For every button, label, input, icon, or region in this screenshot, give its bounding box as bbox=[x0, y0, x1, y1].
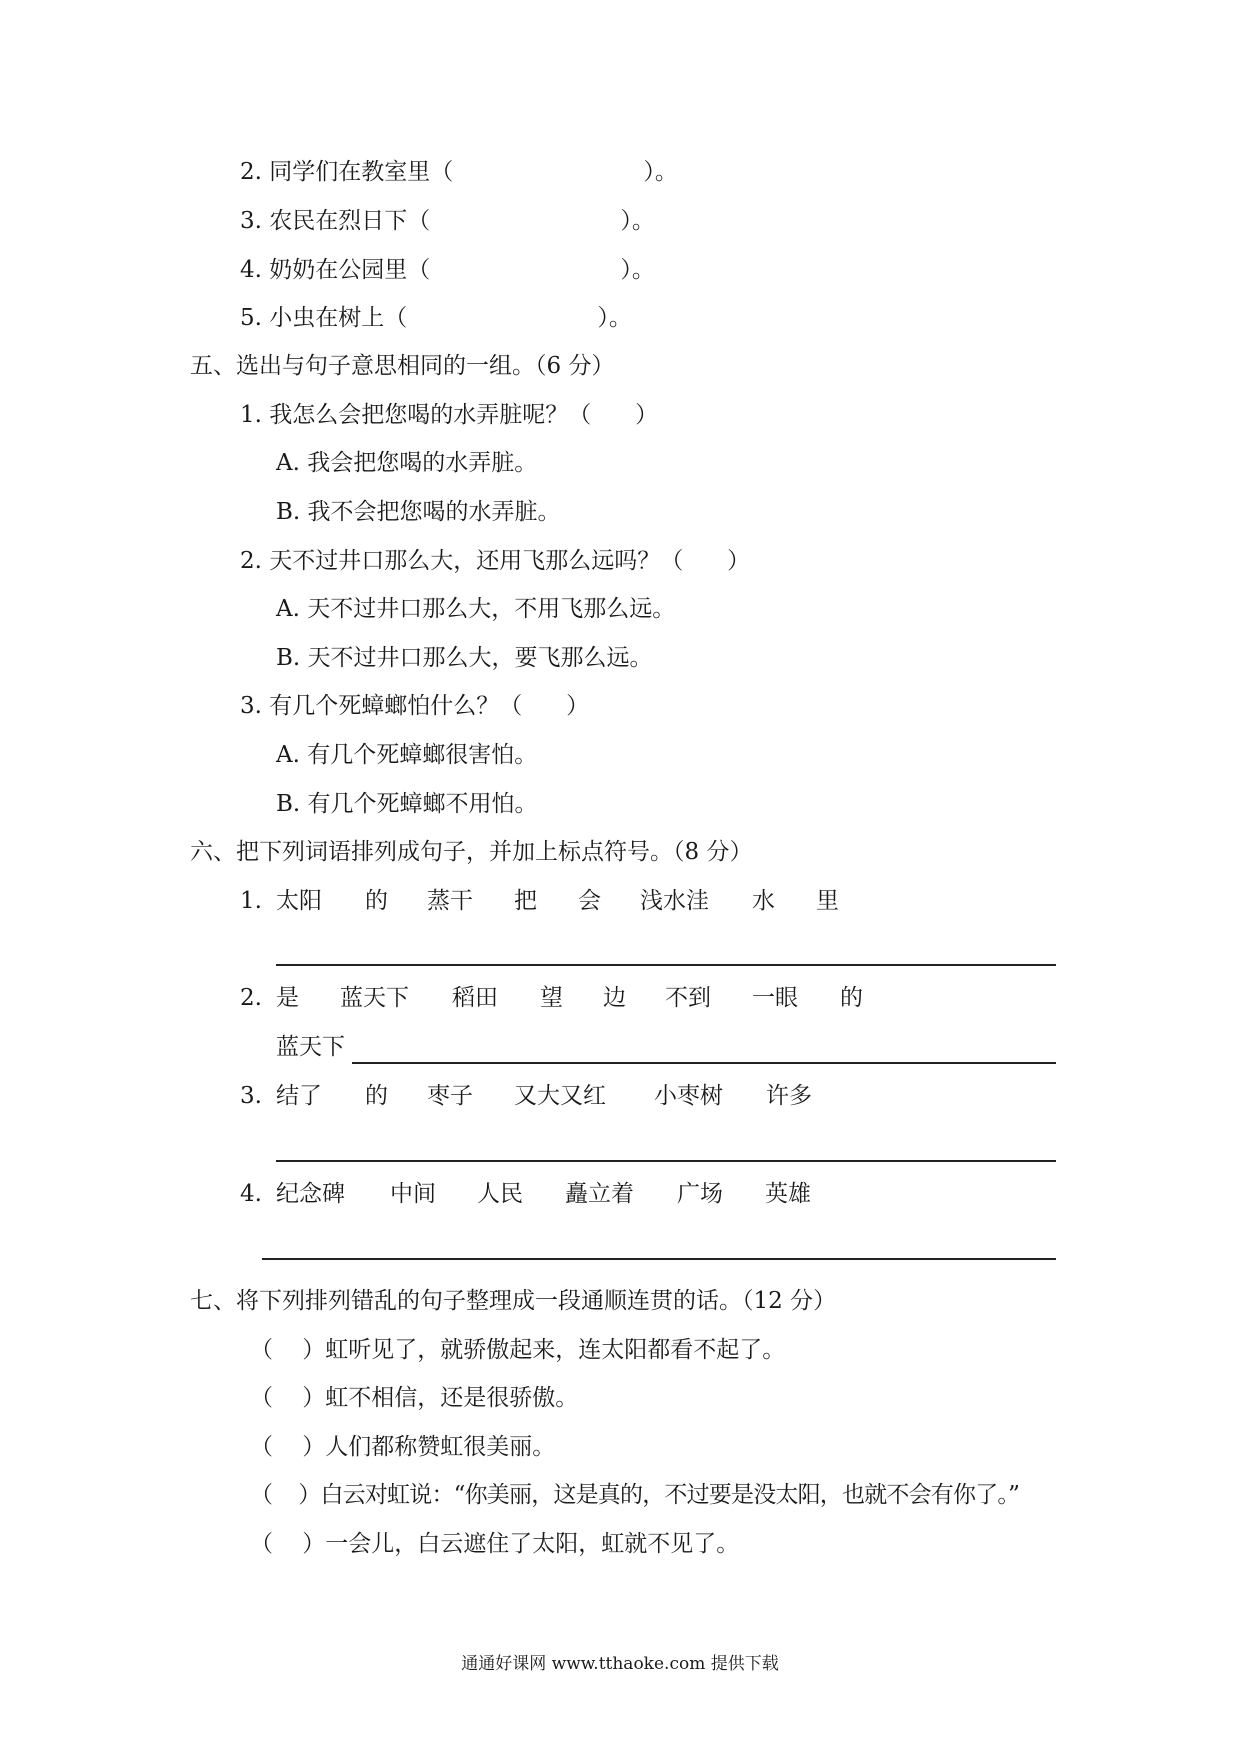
word-tile: 人民 bbox=[477, 1181, 523, 1207]
word-tile: 又大又红 bbox=[514, 1083, 606, 1109]
question-number: 2. bbox=[240, 985, 262, 1011]
question-number: 3. bbox=[240, 1083, 262, 1109]
fill-blank-item-5: 5. 小虫在树上（ ）。 bbox=[240, 305, 632, 331]
word-tile: 把 bbox=[514, 888, 537, 914]
s5-q1-option-b: B. 我不会把您喝的水弄脏。 bbox=[276, 499, 561, 525]
answer-line[interactable] bbox=[276, 964, 1056, 966]
word-tile: 水 bbox=[752, 888, 775, 914]
s5-question-1: 1. 我怎么会把您喝的水弄脏呢？（ ） bbox=[240, 402, 659, 428]
fill-blank-item-4: 4. 奶奶在公园里（ ）。 bbox=[240, 257, 655, 283]
s5-q2-option-a: A. 天不过井口那么大，不用飞那么远。 bbox=[276, 596, 676, 622]
word-tile: 稻田 bbox=[452, 985, 498, 1011]
word-tile: 会 bbox=[578, 888, 601, 914]
word-tile: 不到 bbox=[665, 985, 711, 1011]
answer-line[interactable] bbox=[276, 1160, 1056, 1162]
answer-line[interactable] bbox=[262, 1258, 1056, 1260]
word-tile: 一眼 bbox=[752, 985, 798, 1011]
word-tile: 是 bbox=[276, 985, 299, 1011]
s5-question-2: 2. 天不过井口那么大，还用飞那么远吗？（ ） bbox=[240, 548, 751, 574]
fill-blank-item-3: 3. 农民在烈日下（ ）。 bbox=[240, 208, 655, 234]
word-tile: 蒸干 bbox=[427, 888, 473, 914]
word-tile: 蓝天下 bbox=[340, 985, 409, 1011]
section-6-heading: 六、把下列词语排列成句子，并加上标点符号。（8 分） bbox=[190, 839, 753, 865]
s7-sentence-3: （ ）人们都称赞虹很美丽。 bbox=[250, 1434, 556, 1460]
section-7-heading: 七、将下列排列错乱的句子整理成一段通顺连贯的话。（12 分） bbox=[190, 1288, 837, 1314]
question-number: 4. bbox=[240, 1181, 262, 1207]
s7-sentence-5: （ ）一会儿，白云遮住了太阳，虹就不见了。 bbox=[250, 1531, 740, 1557]
word-tile: 中间 bbox=[390, 1181, 436, 1207]
fill-blank-item-2: 2. 同学们在教室里（ ）。 bbox=[240, 159, 678, 185]
question-number: 1. bbox=[240, 888, 262, 914]
word-tile: 望 bbox=[540, 985, 563, 1011]
s5-q2-option-b: B. 天不过井口那么大，要飞那么远。 bbox=[276, 645, 653, 671]
word-tile: 枣子 bbox=[427, 1083, 473, 1109]
word-tile: 的 bbox=[365, 1083, 388, 1109]
s7-sentence-4: （ ）白云对虹说：“你美丽，这是真的，不过要是没太阳，也就不会有你了。” bbox=[250, 1482, 1020, 1508]
word-tile: 纪念碑 bbox=[276, 1181, 345, 1207]
word-tile: 太阳 bbox=[276, 888, 322, 914]
s7-sentence-1: （ ）虹听见了，就骄傲起来，连太阳都看不起了。 bbox=[250, 1337, 786, 1363]
word-tile: 广场 bbox=[677, 1181, 723, 1207]
answer-prefix: 蓝天下 bbox=[276, 1034, 345, 1060]
word-tile: 小枣树 bbox=[654, 1083, 723, 1109]
s5-q3-option-a: A. 有几个死蟑螂很害怕。 bbox=[276, 742, 538, 768]
s7-sentence-2: （ ）虹不相信，还是很骄傲。 bbox=[250, 1385, 579, 1411]
s5-q3-option-b: B. 有几个死蟑螂不用怕。 bbox=[276, 791, 538, 817]
page-footer: 通通好课网 www.tthaoke.com 提供下载 bbox=[461, 1654, 779, 1674]
word-tile: 结了 bbox=[276, 1083, 322, 1109]
word-tile: 里 bbox=[816, 888, 839, 914]
word-tile: 许多 bbox=[766, 1083, 812, 1109]
s5-q1-option-a: A. 我会把您喝的水弄脏。 bbox=[276, 450, 538, 476]
word-tile: 边 bbox=[603, 985, 626, 1011]
word-tile: 英雄 bbox=[765, 1181, 811, 1207]
section-5-heading: 五、选出与句子意思相同的一组。（6 分） bbox=[190, 353, 615, 379]
s5-question-3: 3. 有几个死蟑螂怕什么？（ ） bbox=[240, 693, 590, 719]
word-tile: 的 bbox=[365, 888, 388, 914]
word-tile: 矗立着 bbox=[565, 1181, 634, 1207]
word-tile: 的 bbox=[840, 985, 863, 1011]
answer-line[interactable] bbox=[352, 1062, 1056, 1064]
word-tile: 浅水洼 bbox=[640, 888, 709, 914]
